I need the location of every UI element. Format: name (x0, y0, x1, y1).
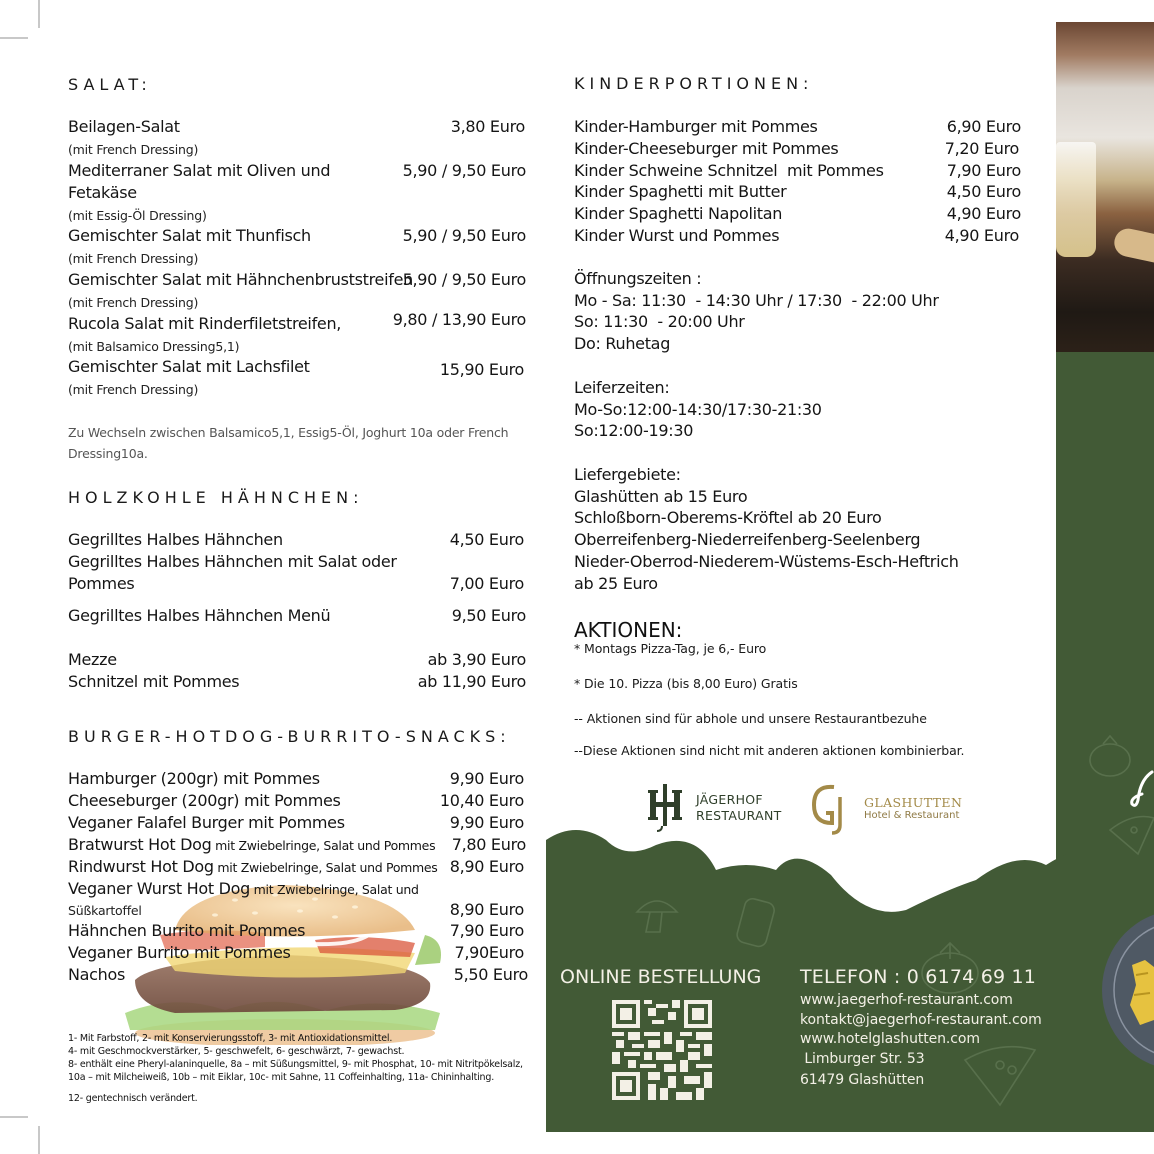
menu-item-price: 7,90 Euro (449, 921, 524, 940)
opening-hours-line: Mo - Sa: 11:30 - 14:30 Uhr / 17:30 - 22:00 Uhr (574, 290, 939, 310)
address-city: 61479 Glashütten (800, 1072, 925, 1088)
glashutten-logo-line2: Hotel & Restaurant (864, 810, 960, 821)
crop-mark (0, 1116, 28, 1118)
dressing-note-line: Zu Wechseln zwischen Balsamico5,1, Essig5-Öl, Joghurt 10a oder French (68, 425, 509, 440)
menu-item-name: Mezze (68, 650, 117, 669)
aktion-line: * Montags Pizza-Tag, je 6,- Euro (574, 641, 767, 656)
menu-item-dressing: (mit Balsamico Dressing5,1) (68, 339, 240, 354)
aktionen-title: AKTIONEN: (574, 618, 683, 642)
menu-item-price: 5,90 / 9,50 Euro (402, 226, 526, 245)
menu-item-name-cont: Pommes (68, 574, 135, 593)
menu-item-name: Rucola Salat mit Rinderfiletstreifen, (68, 314, 342, 333)
menu-item-name (68, 878, 419, 901)
menu-item-price: ab 3,90 Euro (427, 650, 526, 669)
menu-item-name: Kinder-Cheeseburger mit Pommes (574, 139, 839, 158)
menu-item-dressing: (mit French Dressing) (68, 251, 199, 266)
delivery-times-line: So:12:00-19:30 (574, 421, 694, 441)
menu-item-name: Hähnchen Burrito mit Pommes (68, 921, 306, 940)
haehnchen-heading: HOLZKOHLE HÄHNCHEN: (68, 488, 364, 507)
dressing-note-line: Dressing10a. (68, 446, 148, 461)
online-order-title: ONLINE BESTELLUNG (560, 966, 762, 988)
menu-item-dressing: (mit French Dressing) (68, 295, 199, 310)
pasta-plate-image (1100, 905, 1154, 1075)
menu-item-name (68, 856, 438, 879)
menu-item-name: Kinder-Hamburger mit Pommes (574, 117, 818, 136)
crop-mark (38, 1126, 40, 1154)
menu-item-dressing: (mit French Dressing) (68, 382, 199, 397)
delivery-areas (574, 464, 959, 594)
menu-item-name: Kinder Schweine Schnitzel mit Pommes (574, 161, 884, 180)
menu-item-name: Nachos (68, 965, 126, 984)
delivery-times-line: Mo-So:12:00-14:30/17:30-21:30 (574, 399, 822, 419)
menu-item-price: 5,50 Euro (453, 965, 528, 984)
menu-item-price: 7,80 Euro (451, 835, 526, 854)
menu-item-name: Mediterraner Salat mit Oliven und (68, 161, 331, 180)
menu-item-name: Hamburger (200gr) mit Pommes (68, 769, 320, 788)
burger-image (115, 885, 450, 1045)
delivery-area-line: Oberreifenberg-Niederreifenberg-Seelenberg (574, 530, 921, 550)
menu-item-name: Gemischter Salat mit Thunfisch (68, 226, 311, 245)
menu-item-price: 9,50 Euro (451, 606, 526, 625)
mushroom-doodle-icon (632, 890, 682, 940)
dining-photo (1056, 22, 1154, 352)
opening-hours-title: Öffnungszeiten : (574, 269, 702, 288)
menu-item-price: 5,90 / 9,50 Euro (402, 270, 526, 289)
delivery-area-line: Nieder-Oberrod-Niederem-Wüstems-Esch-Heftrich (574, 551, 959, 571)
menu-item-name: Gegrilltes Halbes Hähnchen mit Salat oder (68, 552, 397, 571)
menu-item-detail-cont: Süßkartoffel (68, 903, 142, 918)
pizza-slice-doodle-icon (960, 1040, 1040, 1110)
menu-item-dressing: (mit Essig-Öl Dressing) (68, 208, 207, 223)
aktion-line: --Diese Aktionen sind nicht mit anderen aktionen kombinierbar. (574, 743, 965, 758)
menu-item-price: 7,20 Euro (944, 139, 1019, 158)
allergen-footnotes (68, 1032, 538, 1105)
menu-item-name: Cheeseburger (200gr) mit Pommes (68, 791, 341, 810)
aktion-line: * Die 10. Pizza (bis 8,00 Euro) Gratis (574, 676, 798, 691)
menu-item-price: 7,00 Euro (449, 574, 524, 593)
menu-item-price: 9,80 / 13,90 Euro (392, 310, 526, 329)
menu-item-name: Gegrilltes Halbes Hähnchen (68, 530, 283, 549)
jaegerhof-logo-line1: JÄGERHOF (696, 792, 763, 807)
menu-item-price: 4,90 Euro (946, 204, 1021, 223)
menu-item-price: 4,50 Euro (449, 530, 524, 549)
glashutten-logo-line1: GLASHUTTEN (864, 795, 963, 810)
menu-item-title: Bratwurst Hot Dog (68, 835, 212, 854)
footnote-line: 12- gentechnisch verändert. (68, 1093, 198, 1104)
menu-item-detail: mit Zwiebelringe, Salat und Pommes (213, 860, 438, 875)
address-street: Limburger Str. 53 (800, 1051, 925, 1067)
menu-item-name: Schnitzel mit Pommes (68, 672, 240, 691)
menu-item-price: ab 11,90 Euro (417, 672, 526, 691)
aktion-line: -- Aktionen sind für abhole und unsere Restaurantbezuhe (574, 711, 927, 726)
menu-item-price: 4,90 Euro (944, 226, 1019, 245)
delivery-area-line: ab 25 Euro (574, 573, 658, 593)
script-lettering (1128, 770, 1154, 810)
opening-hours-line: So: 11:30 - 20:00 Uhr (574, 312, 745, 332)
menu-item-name: Veganer Burrito mit Pommes (68, 943, 291, 962)
menu-item-name: Veganer Falafel Burger mit Pommes (68, 813, 345, 832)
menu-item-name: Kinder Wurst und Pommes (574, 226, 780, 245)
menu-item-detail: mit Zwiebelringe, Salat und (249, 882, 419, 897)
menu-item-price: 7,90Euro (454, 943, 524, 962)
delivery-times (574, 377, 822, 442)
menu-item-name: Gegrilltes Halbes Hähnchen Menü (68, 606, 331, 625)
footnote-line: 4- mit Geschmockverstärker, 5- geschwefelt, 6- geschwärzt, 7- gewachst. (68, 1046, 405, 1057)
menu-item-name: Beilagen-Salat (68, 117, 180, 136)
jaegerhof-logo-line2: RESTAURANT (696, 808, 782, 823)
menu-item-name: Gemischter Salat mit Lachsfilet (68, 357, 310, 376)
hotel-website-link[interactable]: www.hotelglashutten.com (800, 1031, 980, 1047)
menu-item-name: Kinder Spaghetti Napolitan (574, 204, 783, 223)
menu-item-dressing: (mit French Dressing) (68, 142, 199, 157)
delivery-area-line: Glashütten ab 15 Euro (574, 486, 748, 506)
crop-mark (0, 37, 28, 39)
menu-item-name-cont: Fetakäse (68, 183, 137, 202)
delivery-areas-title: Liefergebiete: (574, 465, 681, 484)
menu-item-name (68, 834, 435, 857)
menu-item-price: 7,90 Euro (946, 161, 1021, 180)
delivery-area-line: Schloßborn-Oberems-Kröftel ab 20 Euro (574, 508, 882, 528)
menu-item-price: 8,90 Euro (449, 857, 524, 876)
crop-mark (38, 0, 40, 28)
menu-item-price: 15,90 Euro (439, 360, 524, 379)
menu-item-price: 3,80 Euro (450, 117, 525, 136)
dressing-note (68, 422, 528, 464)
menu-item-price: 9,90 Euro (449, 813, 524, 832)
footnote-line: 10a – mit Milcheiweiß, 10b – mit Eiklar, 10c- mit Sahne, 11 Coffeinhalting, 11a- Chininhalting. (68, 1072, 495, 1083)
menu-item-name: Gemischter Salat mit Hähnchenbruststreifen (68, 270, 413, 289)
menu-item-price: 4,50 Euro (946, 182, 1021, 201)
pizza-slice-doodle-icon (1108, 810, 1154, 856)
menu-item-title: Rindwurst Hot Dog (68, 857, 214, 876)
website-link[interactable]: www.jaegerhof-restaurant.com (800, 992, 1013, 1008)
burger-heading: BURGER-HOTDOG-BURRITO-SNACKS: (68, 727, 511, 746)
opening-hours-line: Do: Ruhetag (574, 334, 671, 354)
salat-heading: SALAT: (68, 75, 152, 94)
email-link[interactable]: kontakt@jaegerhof-restaurant.com (800, 1012, 1042, 1028)
menu-item-price: 10,40 Euro (439, 791, 524, 810)
menu-item-price: 9,90 Euro (449, 769, 524, 788)
opening-hours (574, 268, 939, 355)
menu-item-price: 8,90 Euro (449, 900, 524, 919)
kinder-heading: KINDERPORTIONEN: (574, 74, 814, 93)
footnote-line: 1- Mit Farbstoff, 2- mit Konservierungsstoff, 3- mit Antioxidationsmittel. (68, 1033, 393, 1044)
menu-item-name: Kinder Spaghetti mit Butter (574, 182, 787, 201)
footnote-line: 8- enthält eine Pheryl-alaninquelle, 8a – mit Süßungsmittel, 9- mit Phosphat, 10- mit Nitritpökelsalz, (68, 1059, 523, 1070)
menu-item-title: Veganer Wurst Hot Dog (68, 879, 250, 898)
telephone-number[interactable]: TELEFON : 0 6174 69 11 (800, 966, 1037, 988)
spatula-doodle-icon (725, 895, 785, 955)
menu-item-detail: mit Zwiebelringe, Salat und Pommes (211, 838, 436, 853)
qr-code[interactable] (612, 1000, 712, 1100)
menu-item-price: 6,90 Euro (946, 117, 1021, 136)
menu-item-price: 5,90 / 9,50 Euro (402, 161, 526, 180)
delivery-times-title: Leiferzeiten: (574, 378, 670, 397)
